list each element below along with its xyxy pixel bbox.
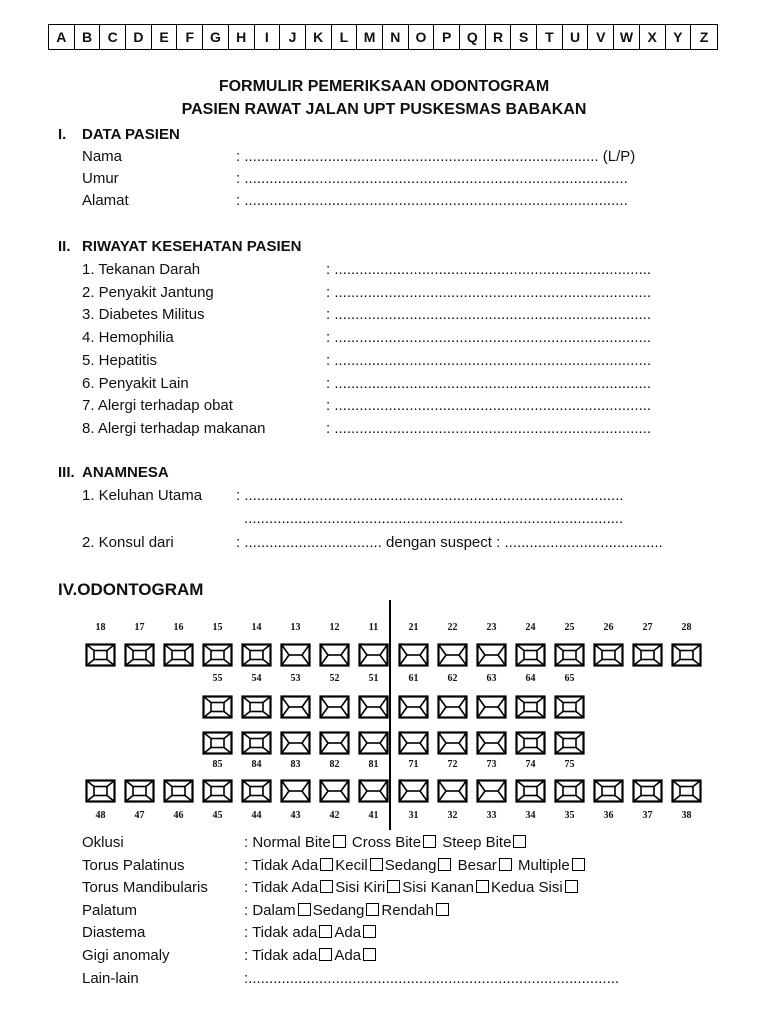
tooth-box[interactable] — [632, 643, 663, 667]
tooth-number: 24 — [525, 622, 536, 633]
exam-option-label: Cross Bite — [347, 834, 422, 851]
exam-label: Oklusi — [82, 834, 124, 851]
riwayat-label: 2. Penyakit Jantung — [82, 283, 214, 301]
field-label-nama: Nama — [82, 148, 123, 165]
alphabet-cell: E — [152, 25, 178, 49]
tooth-box[interactable] — [476, 779, 507, 803]
tooth-number: 37 — [642, 810, 653, 821]
alphabet-cell: T — [537, 25, 563, 49]
alphabet-cell: K — [306, 25, 332, 49]
tooth-number: 16 — [173, 622, 184, 633]
tooth-number: 62 — [447, 673, 458, 684]
section-heading: RIWAYAT KESEHATAN PASIEN — [82, 238, 302, 255]
riwayat-label: 4. Hemophilia — [82, 329, 174, 347]
alphabet-cell: S — [511, 25, 537, 49]
tooth-box[interactable] — [358, 695, 389, 719]
tooth-box[interactable] — [437, 695, 468, 719]
tooth-box[interactable] — [85, 643, 116, 667]
field-value-umur[interactable]: : ............................................................................................ — [236, 170, 628, 187]
tooth-number: 45 — [212, 810, 223, 821]
exam-option-label: Sedang — [384, 856, 437, 874]
tooth-number: 64 — [525, 673, 536, 684]
tooth-box[interactable] — [319, 779, 350, 803]
exam-option-label: Sedang — [312, 901, 365, 919]
alphabet-index-row — [48, 24, 718, 50]
alphabet-cell: Q — [460, 25, 486, 49]
alphabet-cell: P — [434, 25, 460, 49]
tooth-number: 28 — [681, 622, 692, 633]
riwayat-value[interactable]: : ............................................................................ — [326, 351, 652, 369]
tooth-box[interactable] — [515, 779, 546, 803]
tooth-number: 34 — [525, 810, 536, 821]
riwayat-label: 5. Hepatitis — [82, 351, 158, 369]
checkbox[interactable] — [320, 858, 333, 871]
riwayat-value[interactable]: : ............................................................................ — [326, 306, 652, 324]
tooth-number: 44 — [251, 810, 262, 821]
tooth-number: 22 — [447, 622, 458, 633]
tooth-box[interactable] — [280, 779, 311, 803]
tooth-number: 73 — [486, 759, 497, 770]
tooth-box[interactable] — [358, 731, 389, 755]
tooth-number: 26 — [603, 622, 614, 633]
tooth-box[interactable] — [398, 695, 429, 719]
tooth-box[interactable] — [437, 779, 468, 803]
tooth-box[interactable] — [241, 695, 272, 719]
tooth-box[interactable] — [202, 731, 233, 755]
section-number: III. — [58, 464, 75, 481]
exam-label: Torus Mandibularis — [82, 879, 208, 897]
tooth-number: 74 — [525, 759, 536, 770]
tooth-box[interactable] — [124, 779, 155, 803]
tooth-box[interactable] — [515, 731, 546, 755]
tooth-box[interactable] — [124, 643, 155, 667]
checkbox[interactable] — [438, 858, 451, 871]
riwayat-value[interactable]: : ............................................................................ — [326, 261, 652, 278]
section-odontogram-heading: IV.ODONTOGRAM — [58, 580, 204, 599]
alphabet-cell: C — [100, 25, 126, 49]
tooth-box[interactable] — [398, 731, 429, 755]
alphabet-cell: I — [255, 25, 281, 49]
field-value-konsul[interactable]: : ................................. dengan suspect : ...................................... — [236, 534, 663, 551]
form-title-line2: PASIEN RAWAT JALAN UPT PUSKESMAS BABAKAN — [181, 101, 587, 118]
checkbox[interactable] — [363, 948, 376, 961]
field-value-keluhan[interactable]: : ........................................................................................... — [236, 487, 624, 504]
exam-option-label: : Tidak ada — [244, 947, 318, 964]
alphabet-cell: N — [383, 25, 409, 49]
alphabet-cell: L — [332, 25, 358, 49]
field-label-alamat: Alamat — [82, 192, 129, 209]
exam-option-label: Besar — [453, 856, 497, 874]
tooth-number: 85 — [212, 759, 223, 770]
checkbox[interactable] — [370, 858, 383, 871]
tooth-number: 25 — [564, 622, 575, 633]
tooth-number: 23 — [486, 622, 497, 633]
tooth-box[interactable] — [280, 643, 311, 667]
checkbox[interactable] — [476, 880, 489, 893]
exam-option-label: Steep Bite — [438, 834, 512, 851]
exam-option-label: Multiple — [513, 856, 570, 874]
exam-option-label: Ada — [334, 947, 362, 964]
tooth-number: 17 — [134, 622, 145, 633]
checkbox[interactable] — [298, 903, 311, 916]
tooth-box[interactable] — [515, 643, 546, 667]
exam-options — [244, 879, 580, 896]
section-number: II. — [58, 238, 71, 255]
exam-options — [244, 902, 451, 919]
tooth-box[interactable] — [554, 695, 585, 719]
alphabet-cell: W — [614, 25, 640, 49]
alphabet-cell: A — [49, 25, 75, 49]
tooth-number: 18 — [95, 622, 106, 633]
alphabet-cell: D — [126, 25, 152, 49]
tooth-box[interactable] — [241, 779, 272, 803]
tooth-number: 71 — [408, 759, 419, 770]
exam-label: Diastema — [82, 924, 146, 942]
tooth-number: 82 — [329, 759, 340, 770]
tooth-number: 72 — [447, 759, 458, 770]
exam-option-label: : Tidak ada — [244, 924, 318, 942]
tooth-box[interactable] — [398, 779, 429, 803]
checkbox[interactable] — [320, 880, 333, 893]
alphabet-cell: B — [75, 25, 101, 49]
riwayat-label: 7. Alergi terhadap obat — [82, 397, 233, 415]
tooth-number: 47 — [134, 810, 145, 821]
tooth-box[interactable] — [476, 643, 507, 667]
tooth-number: 13 — [290, 622, 301, 633]
exam-option-label: :......................................................................................... — [244, 969, 620, 987]
tooth-box[interactable] — [632, 779, 663, 803]
tooth-box[interactable] — [671, 779, 702, 803]
tooth-box[interactable] — [437, 643, 468, 667]
checkbox[interactable] — [366, 903, 379, 916]
exam-option-label: : Tidak Ada — [244, 879, 319, 897]
tooth-number: 14 — [251, 622, 262, 633]
riwayat-value[interactable]: : ............................................................................ — [326, 329, 652, 347]
riwayat-label: 1. Tekanan Darah — [82, 261, 201, 278]
tooth-box[interactable] — [202, 695, 233, 719]
tooth-number: 55 — [212, 673, 223, 684]
tooth-box[interactable] — [163, 779, 194, 803]
checkbox[interactable] — [319, 925, 332, 938]
tooth-box[interactable] — [319, 643, 350, 667]
checkbox[interactable] — [572, 858, 585, 871]
tooth-number: 61 — [408, 673, 419, 684]
exam-label: Torus Palatinus — [82, 856, 185, 874]
exam-option-label: Sisi Kiri — [335, 879, 386, 897]
exam-label: Gigi anomaly — [82, 947, 170, 964]
tooth-box[interactable] — [202, 643, 233, 667]
section-riwayat — [58, 238, 301, 255]
alphabet-cell: M — [357, 25, 383, 49]
tooth-box[interactable] — [554, 643, 585, 667]
checkbox[interactable] — [499, 858, 512, 871]
field-value-alamat[interactable]: : ............................................................................................ — [236, 192, 628, 209]
tooth-number: 43 — [290, 810, 301, 821]
tooth-number: 75 — [564, 759, 575, 770]
exam-options — [244, 947, 378, 964]
odontogram-midline — [389, 600, 391, 830]
tooth-box[interactable] — [593, 779, 624, 803]
tooth-number: 12 — [329, 622, 340, 633]
checkbox[interactable] — [319, 948, 332, 961]
exam-option-label: Kedua Sisi — [490, 879, 563, 897]
section-heading: ANAMNESA — [82, 464, 169, 481]
tooth-number: 54 — [251, 673, 262, 684]
tooth-number: 32 — [447, 810, 458, 821]
alphabet-cell: Z — [699, 29, 709, 45]
checkbox[interactable] — [436, 903, 449, 916]
tooth-number: 51 — [368, 673, 379, 684]
tooth-box[interactable] — [358, 643, 389, 667]
tooth-number: 21 — [408, 622, 419, 633]
checkbox[interactable] — [423, 835, 436, 848]
riwayat-label: 8. Alergi terhadap makanan — [82, 419, 266, 437]
exam-options — [244, 834, 528, 851]
exam-options — [244, 970, 619, 987]
alphabet-cell: X — [640, 25, 666, 49]
alphabet-cell: H — [229, 25, 255, 49]
tooth-number: 35 — [564, 810, 575, 821]
field-label-konsul: 2. Konsul dari — [82, 534, 174, 551]
tooth-number: 48 — [95, 810, 106, 821]
checkbox[interactable] — [333, 835, 346, 848]
tooth-number: 38 — [681, 810, 692, 821]
exam-options — [244, 857, 587, 874]
exam-option-label: Kecil — [335, 856, 368, 874]
exam-label: Lain-lain — [82, 969, 139, 987]
checkbox[interactable] — [387, 880, 400, 893]
tooth-number: 52 — [329, 673, 340, 684]
alphabet-cell: U — [563, 25, 589, 49]
tooth-box[interactable] — [85, 779, 116, 803]
riwayat-value[interactable]: : ............................................................................ — [326, 397, 652, 415]
checkbox[interactable] — [363, 925, 376, 938]
exam-options — [244, 924, 378, 941]
tooth-box[interactable] — [319, 695, 350, 719]
alphabet-cell: F — [177, 25, 203, 49]
checkbox[interactable] — [565, 880, 578, 893]
tooth-number: 41 — [368, 810, 379, 821]
riwayat-value[interactable]: : ............................................................................ — [326, 283, 652, 301]
exam-option-label: : Normal Bite — [244, 834, 331, 851]
tooth-number: 81 — [368, 759, 379, 770]
field-label-umur: Umur — [82, 170, 119, 187]
tooth-number: 83 — [290, 759, 301, 770]
tooth-box[interactable] — [554, 779, 585, 803]
alphabet-cell: Y — [666, 25, 692, 49]
tooth-number: 84 — [251, 759, 262, 770]
tooth-number: 27 — [642, 622, 653, 633]
tooth-box[interactable] — [280, 731, 311, 755]
tooth-box[interactable] — [554, 731, 585, 755]
tooth-number: 42 — [329, 810, 340, 821]
tooth-box[interactable] — [319, 731, 350, 755]
section-heading: DATA PASIEN — [82, 126, 180, 143]
tooth-box[interactable] — [163, 643, 194, 667]
tooth-box[interactable] — [241, 731, 272, 755]
tooth-box[interactable] — [358, 779, 389, 803]
tooth-number: 15 — [212, 622, 223, 633]
section-data-pasien — [58, 126, 180, 143]
riwayat-value[interactable]: : ............................................................................ — [326, 419, 652, 437]
tooth-number: 46 — [173, 810, 184, 821]
alphabet-cell: J — [280, 25, 306, 49]
alphabet-cell: O — [409, 25, 435, 49]
section-number: I. — [58, 126, 67, 143]
alphabet-cell: V — [588, 25, 614, 49]
field-value-nama[interactable]: : ..................................................................................... (L/P) — [236, 148, 636, 165]
tooth-box[interactable] — [476, 695, 507, 719]
tooth-number: 65 — [564, 673, 575, 684]
riwayat-value[interactable]: : ............................................................................ — [326, 374, 652, 392]
exam-option-label: Rendah — [381, 901, 434, 919]
exam-option-label: Sisi Kanan — [402, 879, 474, 897]
tooth-box[interactable] — [476, 731, 507, 755]
section-anamnesa — [58, 464, 169, 481]
tooth-box[interactable] — [398, 643, 429, 667]
tooth-box[interactable] — [671, 643, 702, 667]
alphabet-cell: G — [203, 25, 229, 49]
checkbox[interactable] — [513, 835, 526, 848]
tooth-number: 33 — [486, 810, 497, 821]
riwayat-label: 3. Diabetes Militus — [82, 306, 205, 324]
tooth-box[interactable] — [437, 731, 468, 755]
tooth-box[interactable] — [241, 643, 272, 667]
riwayat-label: 6. Penyakit Lain — [82, 374, 189, 392]
tooth-number: 63 — [486, 673, 497, 684]
field-value-keluhan-2[interactable]: ........................................................................................... — [244, 510, 624, 527]
tooth-number: 31 — [408, 810, 419, 821]
tooth-number: 53 — [290, 673, 301, 684]
field-label-keluhan: 1. Keluhan Utama — [82, 487, 203, 504]
exam-label: Palatum — [82, 901, 138, 919]
tooth-number: 11 — [368, 622, 379, 633]
exam-option-label: : Tidak Ada — [244, 856, 319, 874]
tooth-number: 36 — [603, 810, 614, 821]
tooth-box[interactable] — [515, 695, 546, 719]
form-title-line1: FORMULIR PEMERIKSAAN ODONTOGRAM — [218, 78, 550, 95]
exam-option-label: Ada — [334, 924, 362, 942]
exam-option-label: : Dalam — [244, 901, 296, 919]
tooth-box[interactable] — [593, 643, 624, 667]
tooth-box[interactable] — [280, 695, 311, 719]
alphabet-cell: R — [486, 25, 512, 49]
tooth-box[interactable] — [202, 779, 233, 803]
